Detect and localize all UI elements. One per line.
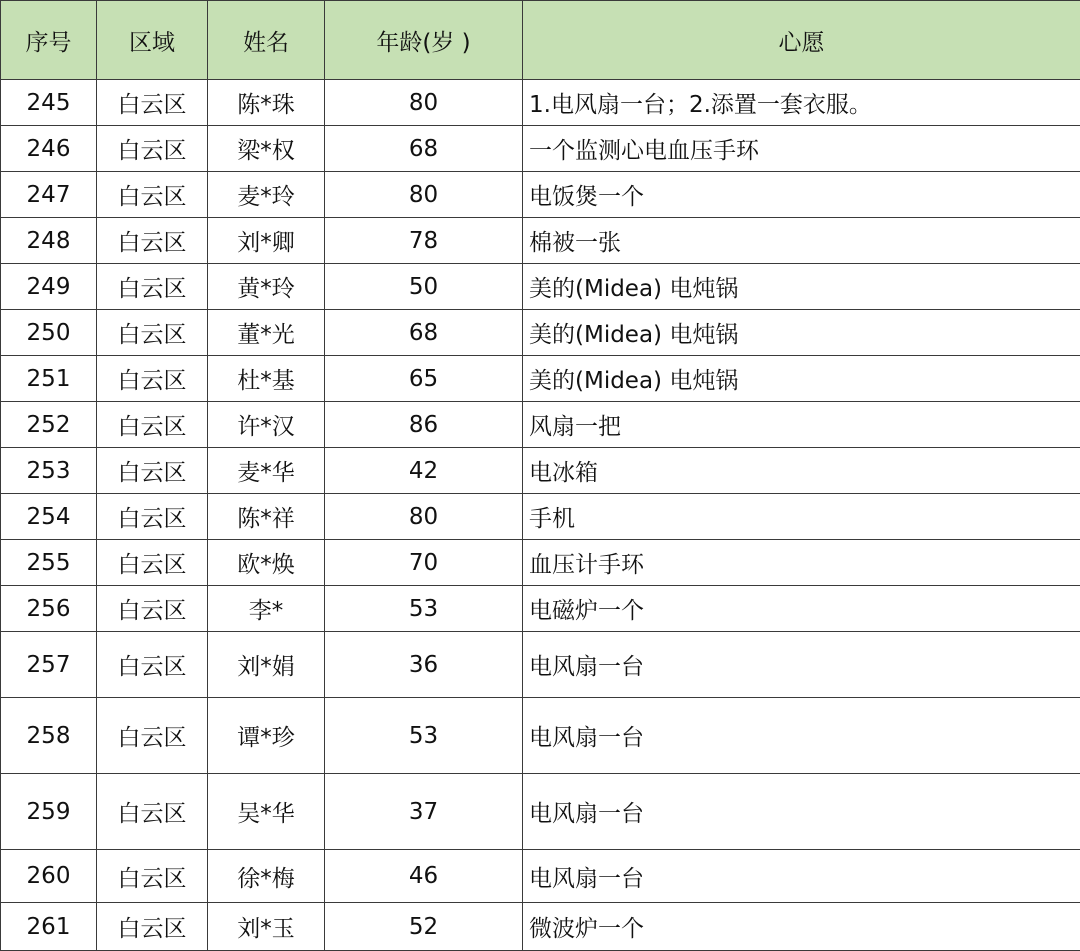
cell-area: 白云区 bbox=[97, 632, 208, 698]
table-row bbox=[1, 356, 1080, 402]
cell-name: 杜*基 bbox=[208, 356, 325, 402]
table-row bbox=[1, 586, 1080, 632]
cell-seq: 256 bbox=[1, 586, 97, 632]
cell-name: 刘*娟 bbox=[208, 632, 325, 698]
cell-age: 68 bbox=[325, 310, 523, 356]
cell-seq: 254 bbox=[1, 494, 97, 540]
cell-name: 谭*珍 bbox=[208, 698, 325, 774]
cell-age: 52 bbox=[325, 903, 523, 951]
cell-seq: 257 bbox=[1, 632, 97, 698]
cell-seq: 258 bbox=[1, 698, 97, 774]
header-row bbox=[1, 1, 1080, 80]
table-row bbox=[1, 172, 1080, 218]
cell-area: 白云区 bbox=[97, 218, 208, 264]
cell-area: 白云区 bbox=[97, 494, 208, 540]
table-row bbox=[1, 402, 1080, 448]
cell-seq: 260 bbox=[1, 850, 97, 903]
cell-name: 陈*祥 bbox=[208, 494, 325, 540]
cell-name: 梁*权 bbox=[208, 126, 325, 172]
table-row bbox=[1, 448, 1080, 494]
cell-wish: 美的(Midea) 电炖锅 bbox=[523, 356, 1080, 402]
cell-area: 白云区 bbox=[97, 774, 208, 850]
table-row bbox=[1, 903, 1080, 951]
cell-wish: 电饭煲一个 bbox=[523, 172, 1080, 218]
cell-name: 陈*珠 bbox=[208, 80, 325, 126]
header-seq: 序号 bbox=[1, 1, 97, 80]
table-row bbox=[1, 310, 1080, 356]
cell-seq: 259 bbox=[1, 774, 97, 850]
cell-name: 许*汉 bbox=[208, 402, 325, 448]
cell-seq: 250 bbox=[1, 310, 97, 356]
cell-seq: 246 bbox=[1, 126, 97, 172]
cell-name: 欧*焕 bbox=[208, 540, 325, 586]
cell-area: 白云区 bbox=[97, 448, 208, 494]
cell-wish: 血压计手环 bbox=[523, 540, 1080, 586]
table-row bbox=[1, 698, 1080, 774]
cell-name: 黄*玲 bbox=[208, 264, 325, 310]
table-row bbox=[1, 80, 1080, 126]
cell-wish: 手机 bbox=[523, 494, 1080, 540]
header-area: 区域 bbox=[97, 1, 208, 80]
cell-seq: 252 bbox=[1, 402, 97, 448]
cell-area: 白云区 bbox=[97, 310, 208, 356]
cell-wish: 美的(Midea) 电炖锅 bbox=[523, 310, 1080, 356]
cell-area: 白云区 bbox=[97, 586, 208, 632]
cell-age: 53 bbox=[325, 698, 523, 774]
table-row bbox=[1, 264, 1080, 310]
cell-wish: 电冰箱 bbox=[523, 448, 1080, 494]
header-wish: 心愿 bbox=[523, 1, 1080, 80]
cell-name: 麦*华 bbox=[208, 448, 325, 494]
cell-wish: 电风扇一台 bbox=[523, 698, 1080, 774]
cell-name: 刘*卿 bbox=[208, 218, 325, 264]
cell-seq: 255 bbox=[1, 540, 97, 586]
cell-age: 70 bbox=[325, 540, 523, 586]
cell-age: 68 bbox=[325, 126, 523, 172]
table-row bbox=[1, 126, 1080, 172]
cell-area: 白云区 bbox=[97, 698, 208, 774]
cell-name: 麦*玲 bbox=[208, 172, 325, 218]
cell-age: 78 bbox=[325, 218, 523, 264]
cell-age: 37 bbox=[325, 774, 523, 850]
cell-area: 白云区 bbox=[97, 172, 208, 218]
cell-wish: 美的(Midea) 电炖锅 bbox=[523, 264, 1080, 310]
cell-wish: 棉被一张 bbox=[523, 218, 1080, 264]
cell-wish: 电风扇一台 bbox=[523, 774, 1080, 850]
cell-seq: 261 bbox=[1, 903, 97, 951]
cell-seq: 249 bbox=[1, 264, 97, 310]
cell-wish: 一个监测心电血压手环 bbox=[523, 126, 1080, 172]
cell-seq: 253 bbox=[1, 448, 97, 494]
cell-age: 42 bbox=[325, 448, 523, 494]
cell-age: 50 bbox=[325, 264, 523, 310]
cell-area: 白云区 bbox=[97, 264, 208, 310]
cell-wish: 微波炉一个 bbox=[523, 903, 1080, 951]
cell-age: 80 bbox=[325, 80, 523, 126]
cell-seq: 247 bbox=[1, 172, 97, 218]
cell-name: 刘*玉 bbox=[208, 903, 325, 951]
cell-age: 80 bbox=[325, 172, 523, 218]
cell-area: 白云区 bbox=[97, 126, 208, 172]
cell-wish: 1.电风扇一台；2.添置一套衣服。 bbox=[523, 80, 1080, 126]
cell-name: 徐*梅 bbox=[208, 850, 325, 903]
cell-age: 65 bbox=[325, 356, 523, 402]
cell-age: 80 bbox=[325, 494, 523, 540]
header-name: 姓名 bbox=[208, 1, 325, 80]
cell-age: 36 bbox=[325, 632, 523, 698]
cell-wish: 电风扇一台 bbox=[523, 850, 1080, 903]
cell-name: 董*光 bbox=[208, 310, 325, 356]
cell-seq: 251 bbox=[1, 356, 97, 402]
cell-name: 李* bbox=[208, 586, 325, 632]
cell-wish: 风扇一把 bbox=[523, 402, 1080, 448]
cell-name: 吴*华 bbox=[208, 774, 325, 850]
cell-area: 白云区 bbox=[97, 80, 208, 126]
cell-seq: 245 bbox=[1, 80, 97, 126]
cell-wish: 电风扇一台 bbox=[523, 632, 1080, 698]
table-row bbox=[1, 850, 1080, 903]
cell-seq: 248 bbox=[1, 218, 97, 264]
header-age: 年龄(岁 ) bbox=[325, 1, 523, 80]
table-row bbox=[1, 218, 1080, 264]
cell-area: 白云区 bbox=[97, 903, 208, 951]
cell-area: 白云区 bbox=[97, 540, 208, 586]
table-row bbox=[1, 632, 1080, 698]
cell-age: 53 bbox=[325, 586, 523, 632]
cell-area: 白云区 bbox=[97, 402, 208, 448]
cell-area: 白云区 bbox=[97, 356, 208, 402]
cell-age: 46 bbox=[325, 850, 523, 903]
table-row bbox=[1, 540, 1080, 586]
table-row bbox=[1, 774, 1080, 850]
cell-age: 86 bbox=[325, 402, 523, 448]
cell-wish: 电磁炉一个 bbox=[523, 586, 1080, 632]
cell-area: 白云区 bbox=[97, 850, 208, 903]
table-row bbox=[1, 494, 1080, 540]
